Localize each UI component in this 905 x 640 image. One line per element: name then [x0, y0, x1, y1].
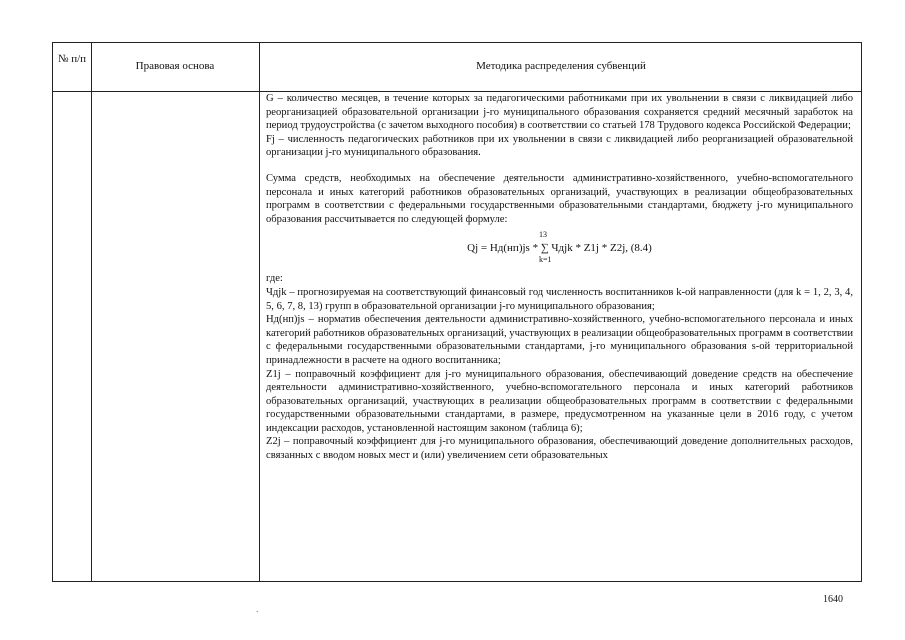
paragraph-chd-definition: Чдjk – прогнозируемая на соответствующий финансовый год численность воспитанников k-ой направленности (для k = 1, 2, 3, 4, 5, 6, 7, 8, 13) групп в образовательной организации j-го муниципального образования; [266, 286, 853, 312]
formula-expression: Qj = Нд(нп)js * ∑ Чдjk * Z1j * Z2j, (8.4) [467, 242, 652, 255]
column-divider-2 [259, 43, 260, 581]
paragraph-sum-intro: Сумма средств, необходимых на обеспечение деятельности административно-хозяйственного, учебно-вспомогательного персонала и иных категорий работников образовательных организаций, участвующих в реализации общеобразовательных программ в соответствии с федеральными государственными образовательными стандартами, бюджету j-го муниципального образования рассчитывается по следующей формуле: [266, 172, 853, 225]
page-number: 1640 [823, 594, 843, 605]
header-number: № п/п [57, 53, 87, 65]
sum-lower-limit: k=1 [539, 255, 552, 265]
methodology-table [52, 42, 862, 582]
column-divider-1 [91, 43, 92, 581]
paragraph-g-definition: G – количество месяцев, в течение которых за педагогическими работниками при их увольнении в связи с ликвидацией либо реорганизацией образовательной организации j-го муниципального образования сохраняется средний месячный заработок на период трудоустройства (с зачетом выходного пособия) в соответствии со статьей 178 Трудового кодекса Российской Федерации; [266, 93, 853, 132]
methodology-content [266, 92, 853, 463]
scan-mark: . [256, 604, 259, 615]
paragraph-where: где: [266, 273, 283, 285]
formula-8-4 [266, 228, 853, 264]
header-methodology: Методика распределения субвенций [476, 60, 646, 72]
paragraph-nd-definition: Нд(нп)js – норматив обеспечения деятельности административно-хозяйственного, учебно-вспомогательного персонала и иных категорий работников образовательных организаций, участвующих в реализации общеобразовательных программ в соответствии с федеральными государственными образовательными стандартами, j-го муниципального образования s-ой территориальной принадлежности в расчете на одного воспитанника; [266, 314, 853, 366]
paragraph-z2-definition: Z2j – поправочный коэффициент для j-го муниципального образования, обеспечивающий доведение дополнительных расходов, связанных с вводом новых мест и (или) увеличением сети образовательных [266, 436, 853, 462]
paragraph-z1-definition: Z1j – поправочный коэффициент для j-го муниципального образования, обеспечивающий доведение средств на обеспечение деятельности административно-хозяйственного, учебно-вспомогательного персонала и иных категорий работников образовательных организаций, участвующих в реализации общеобразовательных программ в соответствии с федеральными государственными образовательными стандартами, в размере, предусмотренном на указанные цели в 2016 году, с учетом индексации расходов, установленной настоящим законом (таблица 6); [266, 368, 853, 434]
header-legal-basis: Правовая основа [135, 60, 215, 72]
paragraph-f-definition: Fj – численность педагогических работников при их увольнении в связи с ликвидацией либо реорганизацией образовательной организации j-го муниципального образования. [266, 133, 853, 159]
sum-upper-limit: 13 [539, 230, 547, 240]
